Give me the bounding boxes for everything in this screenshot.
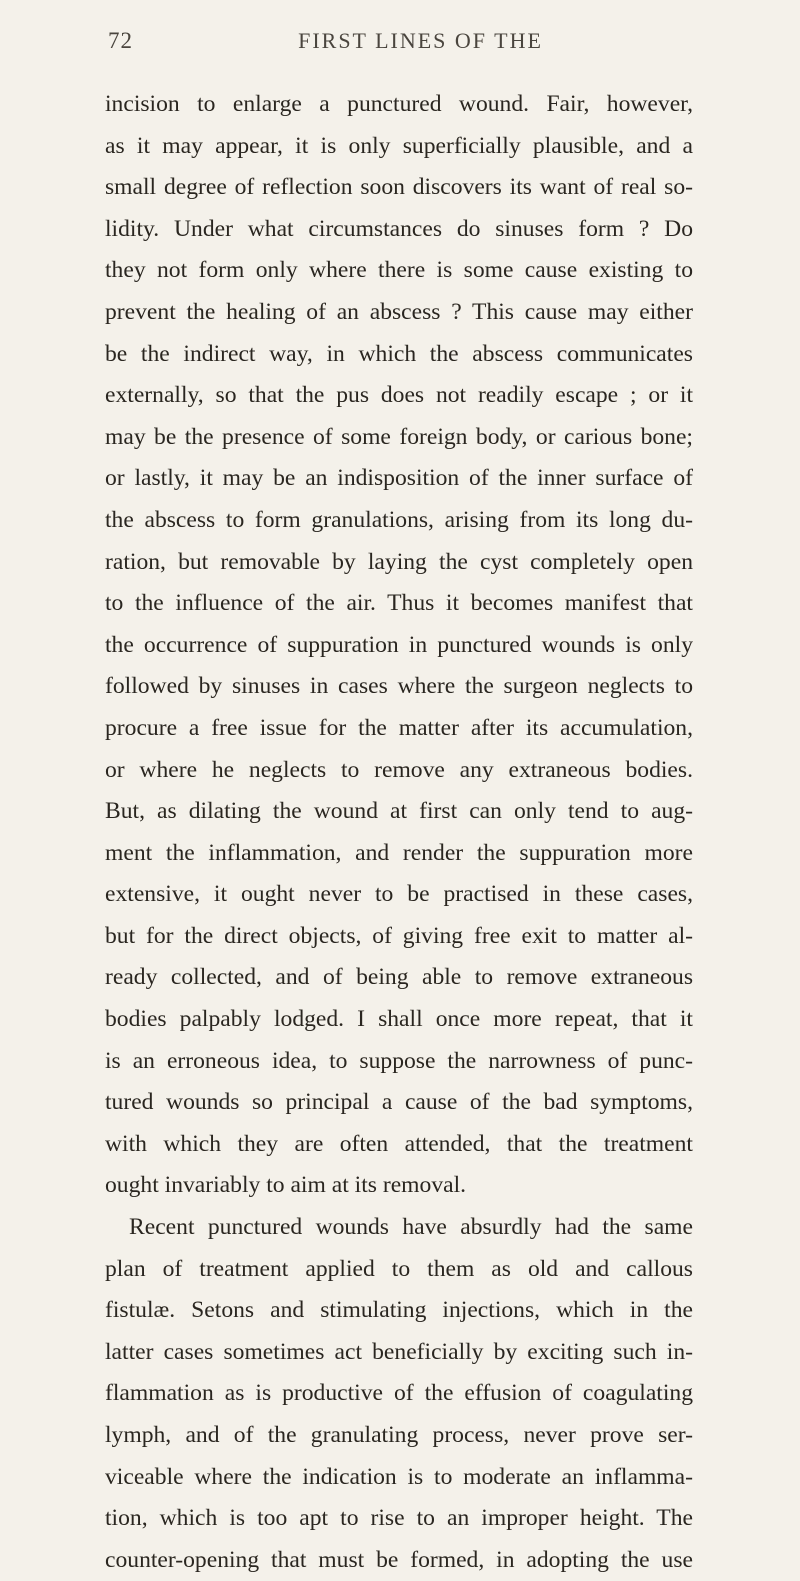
text-line: flammation as is productive of the effusion of coagulating xyxy=(105,1380,693,1407)
text-line: procure a free issue for the matter after its accumulation, xyxy=(105,714,693,741)
text-line: tion, which is too apt to rise to an improper height. The xyxy=(105,1505,693,1532)
text-line: followed by sinuses in cases where the surgeon neglects to xyxy=(105,673,693,700)
page-number: 72 xyxy=(108,28,133,53)
text-line: with which they are often attended, that the treatment xyxy=(105,1130,693,1157)
text-line: the occurrence of suppuration in punctured wounds is only xyxy=(105,631,693,658)
text-line: be the indirect way, in which the abscess communicates xyxy=(105,340,693,367)
text-line: ready collected, and of being able to remove extraneous xyxy=(105,964,693,991)
text-line: to the influence of the air. Thus it becomes manifest that xyxy=(105,590,693,617)
text-line: they not form only where there is some cause existing to xyxy=(105,257,693,284)
text-line: extensive, it ought never to be practised in these cases, xyxy=(105,881,693,908)
text-line: or lastly, it may be an indisposition of the inner surface of xyxy=(105,465,693,492)
text-line: counter-opening that must be formed, in adopting the use xyxy=(105,1546,693,1573)
text-line: but for the direct objects, of giving free exit to matter al- xyxy=(105,922,693,949)
running-head: FIRST LINES OF THE xyxy=(298,28,543,53)
text-line: ment the inflammation, and render the suppuration more xyxy=(105,839,693,866)
text-line: is an erroneous idea, to suppose the narrowness of punc- xyxy=(105,1047,693,1074)
text-line: the abscess to form granulations, arising from its long du- xyxy=(105,506,693,533)
text-line: plan of treatment applied to them as old and callous xyxy=(105,1255,693,1282)
page-header xyxy=(108,28,693,60)
text-line: externally, so that the pus does not readily escape ; or it xyxy=(105,382,693,409)
body-text xyxy=(105,84,693,1581)
text-line: lymph, and of the granulating process, never prove ser- xyxy=(105,1422,693,1448)
text-line-paragraph-start: Recent punctured wounds have absurdly had the same xyxy=(129,1214,693,1241)
text-line: tured wounds so principal a cause of the bad symptoms, xyxy=(105,1089,693,1116)
text-line: prevent the healing of an abscess ? This cause may either xyxy=(105,298,693,325)
text-line: latter cases sometimes act beneficially by exciting such in- xyxy=(105,1338,693,1365)
text-line-paragraph-end: ought invariably to aim at its removal. xyxy=(105,1172,467,1199)
text-line: or where he neglects to remove any extraneous bodies. xyxy=(105,756,693,783)
text-line: But, as dilating the wound at first can only tend to aug- xyxy=(105,798,693,825)
text-line: lidity. Under what circumstances do sinuses form ? Do xyxy=(105,215,693,242)
text-line: may be the presence of some foreign body, or carious bone; xyxy=(105,423,693,450)
text-line: bodies palpably lodged. I shall once more repeat, that it xyxy=(105,1006,693,1033)
text-line: fistulæ. Setons and stimulating injections, which in the xyxy=(105,1297,693,1324)
text-line: viceable where the indication is to moderate an inflamma- xyxy=(105,1463,693,1490)
text-line: as it may appear, it is only superficially plausible, and a xyxy=(105,132,693,159)
text-line: ration, but removable by laying the cyst completely open xyxy=(105,548,693,575)
text-line: incision to enlarge a punctured wound. Fair, however, xyxy=(105,91,693,117)
text-line: small degree of reflection soon discovers its want of real so- xyxy=(105,174,693,201)
